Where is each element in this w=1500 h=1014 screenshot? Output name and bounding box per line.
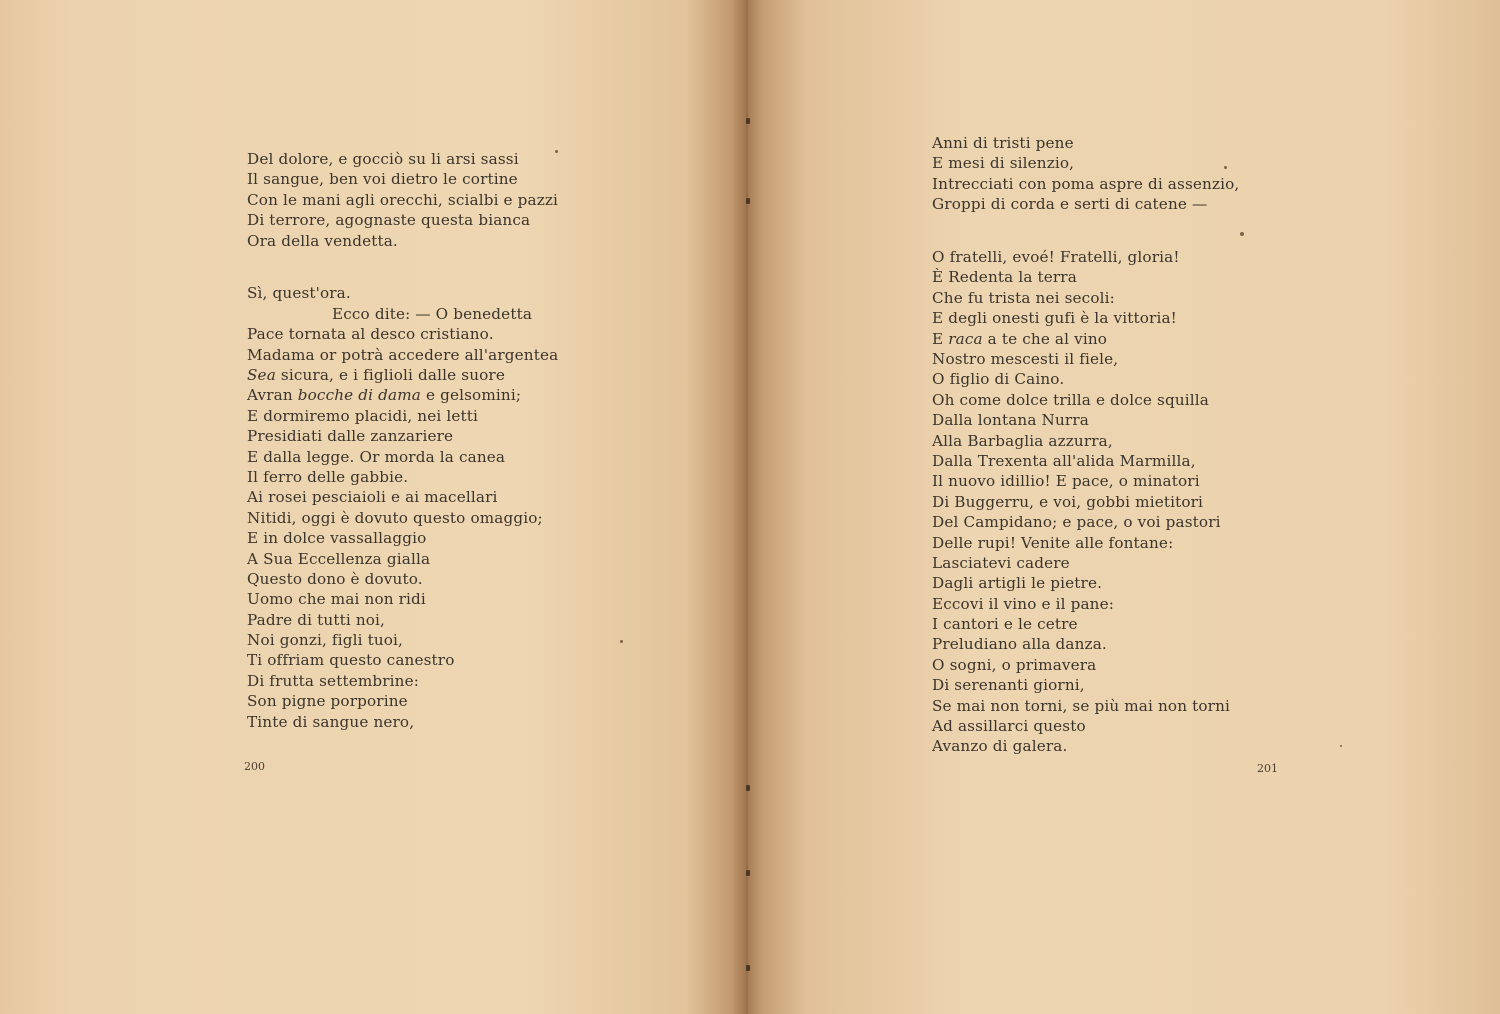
book-gutter [732, 0, 762, 1014]
verse-line: Ai rosei pesciaioli e ai macellari [247, 488, 498, 507]
verse-line: Lasciatevi cadere [932, 553, 1070, 572]
verse-line: Del Campidano; e pace, o voi pastori [932, 513, 1221, 532]
verse-line: Noi gonzi, figli tuoi, [247, 631, 404, 650]
page-number-left: 200 [244, 760, 265, 773]
binding-stitch [746, 118, 750, 124]
italic-phrase: bocche di dama [297, 386, 421, 405]
verse-text: e gelsomini; [420, 386, 522, 405]
verse-line: Preludiano alla danza. [932, 635, 1107, 654]
verse-line: Delle rupi! Venite alle fontane: [932, 533, 1174, 552]
binding-stitch [746, 870, 750, 876]
page-number-right: 201 [1257, 762, 1278, 775]
verse-line: Padre di tutti noi, [247, 610, 386, 629]
verse-line: O fratelli, evoé! Fratelli, gloria! [932, 248, 1180, 267]
verse-line: Del dolore, e gocciò su li arsi sassi [247, 150, 519, 168]
binding-stitch [746, 785, 750, 791]
verse-line: Presidiati dalle zanzariere [247, 427, 454, 446]
verse-line: Con le mani agli orecchi, scialbi e pazzi [247, 190, 559, 209]
verse-line: Intrecciati con poma aspre di assenzio, [932, 174, 1240, 193]
verse-line: Dalla lontana Nurra [932, 411, 1089, 430]
verse-line: Che fu trista nei secoli: [932, 288, 1115, 307]
verse-line: Questo dono è dovuto. [247, 569, 423, 588]
verse-line: Anni di tristi pene [932, 134, 1074, 152]
verse-line [247, 365, 558, 385]
verse-line: Dalla Trexenta all'alida Marmilla, [932, 451, 1196, 470]
verse-line: Ora della vendetta. [247, 231, 398, 250]
verse-line: Di Buggerru, e voi, gobbi mietitori [932, 492, 1204, 511]
verse-line: È Redenta la terra [932, 268, 1077, 287]
verse-line: Tinte di sangue nero, [247, 712, 415, 731]
verse-line: Di frutta settembrine: [247, 671, 420, 690]
binding-stitch [746, 198, 750, 204]
stanza-break [932, 215, 1239, 248]
verse-line: O figlio di Caino. [932, 370, 1065, 389]
right-verse [932, 133, 1239, 757]
verse-line: E in dolce vassallaggio [247, 529, 427, 548]
paper-speck [1240, 232, 1244, 236]
verse-text: E [932, 329, 949, 348]
verse-line: O sogni, o primavera [932, 655, 1097, 674]
verse-line: A Sua Eccellenza gialla [247, 549, 431, 568]
paper-speck [620, 640, 623, 643]
verse-line: E dalla legge. Or morda la canea [247, 447, 506, 466]
verse-line: Nostro mescesti il fiele, [932, 350, 1119, 369]
verse-text: Avran [247, 386, 298, 405]
verse-line: Uomo che mai non ridi [247, 590, 426, 609]
verse-line [247, 385, 558, 405]
verse-line: Madama or potrà accedere all'argentea [247, 345, 559, 364]
verse-line: Ti offriam questo canestro [247, 651, 455, 670]
verse-line: E degli onesti gufi è la vittoria! [932, 309, 1177, 328]
verse-line: E mesi di silenzio, [932, 154, 1075, 173]
verse-line: E dormiremo placidi, nei letti [247, 406, 479, 425]
verse-line: Se mai non torni, se più mai non torni [932, 696, 1231, 715]
verse-line: Dagli artigli le pietre. [932, 574, 1103, 593]
paper-speck [1340, 745, 1342, 747]
italic-word: raca [948, 329, 983, 348]
left-verse [247, 149, 558, 732]
verse-line: Oh come dolce trilla e dolce squilla [932, 390, 1209, 409]
verse-line [932, 329, 1239, 349]
verse-line: Di terrore, agognaste questa bianca [247, 211, 531, 230]
verse-line: Il nuovo idillio! E pace, o minatori [932, 472, 1200, 491]
italic-word: Sea [247, 366, 276, 385]
verse-line: Sì, quest'ora. [247, 284, 351, 303]
verse-line: Avanzo di galera. [932, 737, 1068, 756]
verse-line: Son pigne porporine [247, 692, 408, 711]
verse-line: Ad assillarci questo [932, 717, 1086, 736]
verse-text: sicura, e i figlioli dalle suore [275, 366, 505, 385]
verse-text: a te che al vino [982, 329, 1108, 348]
verse-line: Nitidi, oggi è dovuto questo omaggio; [247, 508, 543, 527]
verse-line: Alla Barbaglia azzurra, [932, 431, 1113, 450]
verse-line: Groppi di corda e serti di catene — [932, 195, 1208, 214]
verse-line: Il sangue, ben voi dietro le cortine [247, 170, 518, 189]
stanza-break [247, 251, 558, 284]
verse-line-indented: Ecco dite: — O benedetta [332, 304, 533, 323]
verse-line: Eccovi il vino e il pane: [932, 594, 1115, 613]
verse-line: Il ferro delle gabbie. [247, 467, 409, 486]
verse-line: I cantori e le cetre [932, 615, 1078, 634]
verse-line: Pace tornata al desco cristiano. [247, 325, 494, 344]
verse-line: Di serenanti giorni, [932, 676, 1085, 695]
binding-stitch [746, 965, 750, 971]
